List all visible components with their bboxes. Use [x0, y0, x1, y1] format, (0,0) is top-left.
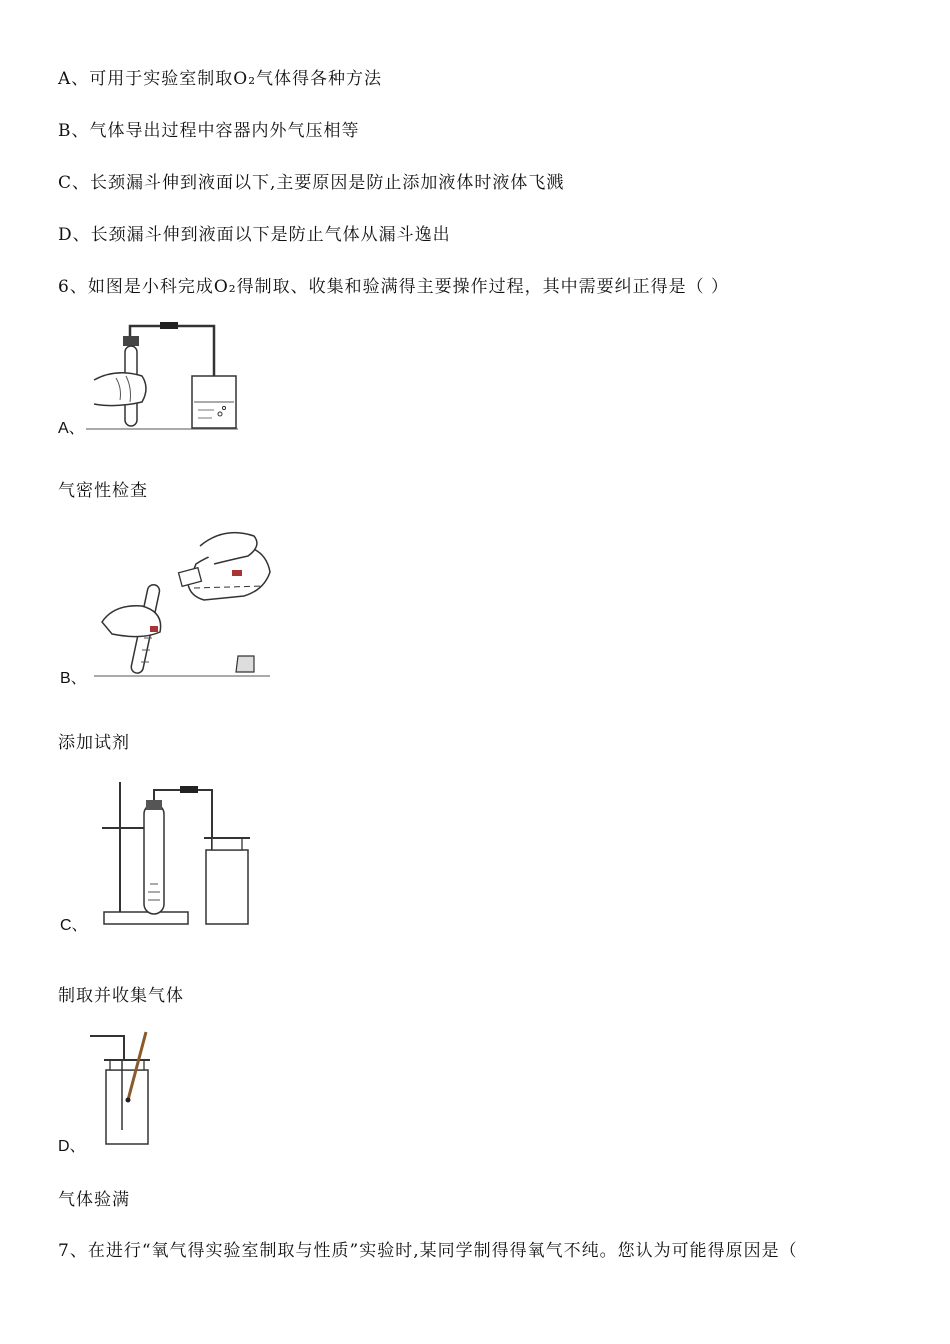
adding-reagent-figure — [94, 526, 274, 682]
question-6-stem: 6、如图是小科完成O₂得制取、收集和验满得主要操作过程，其中需要纠正得是（ ） — [58, 277, 729, 297]
choice-c-caption: 制取并收集气体 — [58, 986, 184, 1006]
option-b: B、气体导出过程中容器内外气压相等 — [58, 121, 360, 141]
question-7-stem: 7、在进行“氧气得实验室制取与性质”实验时,某同学制得得氧气不纯。您认为可能得原因是（ — [58, 1241, 798, 1261]
airtightness-check-figure — [86, 318, 242, 432]
choice-d-letter: D、 — [58, 1138, 86, 1155]
choice-c-letter: C、 — [60, 917, 88, 934]
option-c: C、长颈漏斗伸到液面以下,主要原因是防止添加液体时液体飞溅 — [58, 173, 565, 193]
gas-full-test-figure — [88, 1030, 158, 1148]
choice-b-caption: 添加试剂 — [58, 733, 130, 753]
choice-b-letter: B、 — [60, 670, 87, 687]
gas-collection-figure — [98, 778, 258, 926]
choice-a-letter: A、 — [58, 420, 85, 437]
option-a: A、可用于实验室制取O₂气体得各种方法 — [58, 69, 383, 89]
option-d: D、长颈漏斗伸到液面以下是防止气体从漏斗逸出 — [58, 225, 451, 245]
choice-a-caption: 气密性检查 — [58, 481, 148, 501]
choice-d-caption: 气体验满 — [58, 1190, 130, 1210]
